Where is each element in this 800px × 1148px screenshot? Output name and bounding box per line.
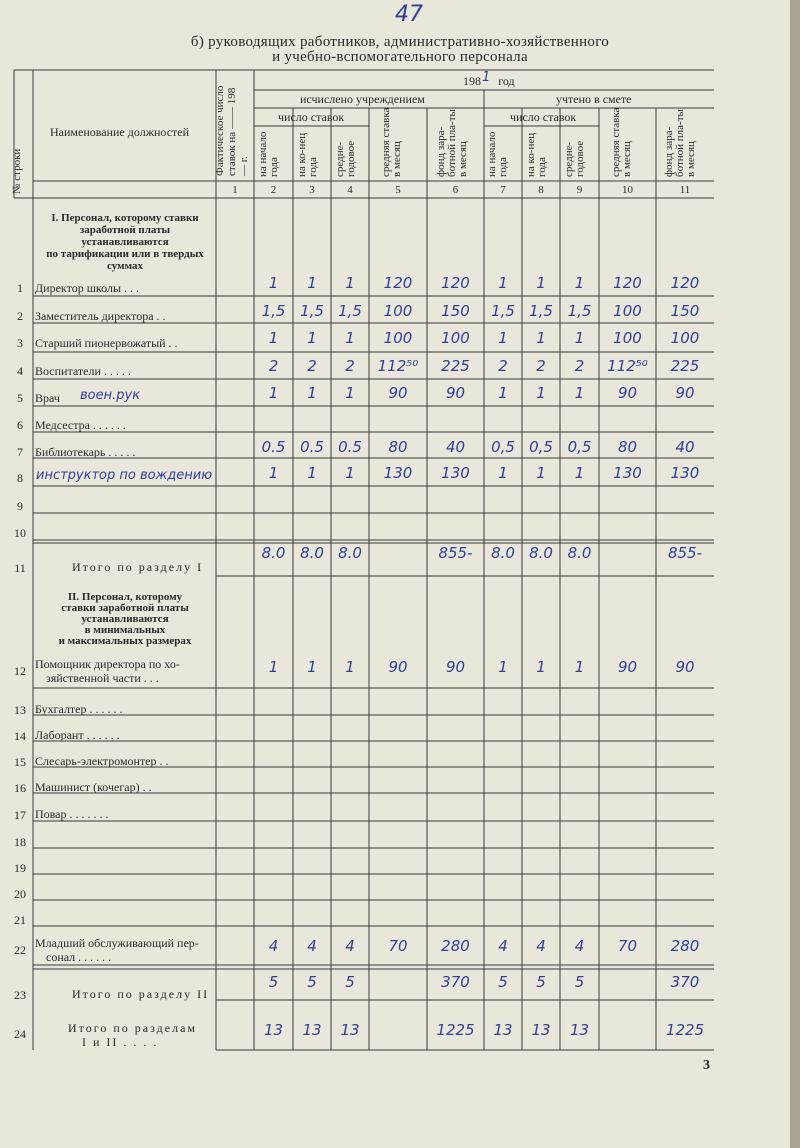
row-number: 2 bbox=[17, 309, 23, 323]
position-name-line1: Помощник директора по хо- bbox=[35, 657, 180, 671]
row-7-value-col10: 80 bbox=[617, 438, 638, 456]
row-number: 19 bbox=[14, 861, 26, 875]
row-number: 6 bbox=[17, 418, 23, 432]
row-1-value-col7: 1 bbox=[498, 274, 508, 292]
row-number: 22 bbox=[14, 943, 26, 957]
header-fund-1: фонд зара-ботной пла-ты в месяц bbox=[435, 109, 469, 177]
row-4-value-col10: 112⁵⁰ bbox=[607, 357, 648, 375]
row-22-value-col8: 4 bbox=[536, 937, 546, 955]
row-number: 15 bbox=[14, 755, 26, 769]
row-22-value-col10: 70 bbox=[617, 937, 638, 955]
total3-value-col11: 1225 bbox=[665, 1021, 705, 1039]
header-avg-rate-1: средняя ставка в месяц bbox=[380, 107, 403, 177]
total2-value-col7: 5 bbox=[498, 973, 508, 991]
row-4-value-col9: 2 bbox=[574, 357, 585, 375]
row-3-value-col3: 1 bbox=[307, 329, 317, 347]
total-label-line2: I и II . . . . bbox=[82, 1035, 159, 1049]
total1-value-col9: 8.0 bbox=[567, 544, 592, 562]
total2-value-col3: 5 bbox=[307, 973, 317, 991]
row-7-value-col3: 0.5 bbox=[300, 438, 324, 456]
row-22-value-col11: 280 bbox=[670, 937, 700, 955]
row-number: 20 bbox=[14, 887, 26, 901]
total1-value-col2: 8.0 bbox=[261, 544, 286, 562]
row-22-value-col5: 70 bbox=[388, 937, 408, 955]
row-1-value-col6: 120 bbox=[441, 274, 470, 292]
row-number: 1 bbox=[17, 281, 23, 295]
row-22-value-col4: 4 bbox=[345, 937, 355, 955]
row-8-value-col4: 1 bbox=[345, 464, 355, 482]
row-7-value-col7: 0,5 bbox=[491, 438, 515, 456]
row-22-value-col7: 4 bbox=[498, 937, 508, 955]
row-3-value-col7: 1 bbox=[498, 329, 508, 347]
header-end-2: на ко-нец года bbox=[525, 132, 548, 177]
row-5-value-col7: 1 bbox=[498, 384, 508, 402]
header-fund-2: фонд зара-ботной пла-ты в месяц bbox=[663, 109, 697, 177]
row-12-value-col4: 1 bbox=[345, 658, 355, 676]
row-number: 11 bbox=[14, 561, 26, 575]
section-2-line: II. Персонал, которому bbox=[67, 591, 183, 603]
column-number: 10 bbox=[622, 184, 633, 196]
header-avg-rate-2: средняя ставка в месяц bbox=[610, 107, 633, 177]
row-8-value-col11: 130 bbox=[670, 464, 700, 482]
row-8-value-col9: 1 bbox=[574, 464, 585, 482]
handwritten-position: инструктор по вождению bbox=[36, 468, 213, 483]
total2-value-col4: 5 bbox=[345, 973, 355, 991]
column-number: 4 bbox=[347, 184, 353, 196]
position-name: Медсестра . . . . . . bbox=[35, 418, 126, 432]
row-12-value-col10: 90 bbox=[617, 658, 638, 676]
row-3-value-col8: 1 bbox=[536, 329, 546, 347]
position-name: Библиотекарь . . . . . bbox=[35, 445, 136, 459]
row-12-value-col5: 90 bbox=[388, 658, 408, 676]
row-number: 23 bbox=[14, 988, 26, 1002]
section-2-line: в минимальных bbox=[84, 624, 166, 636]
handwritten-position: воен.рук bbox=[80, 388, 141, 403]
row-1-value-col5: 120 bbox=[383, 274, 413, 292]
row-number: 13 bbox=[14, 703, 26, 717]
total3-value-col3: 13 bbox=[302, 1021, 322, 1039]
row-5-value-col3: 1 bbox=[307, 384, 317, 402]
row-7-value-col11: 40 bbox=[675, 438, 695, 456]
row-number: 7 bbox=[17, 445, 23, 459]
row-5-value-col5: 90 bbox=[388, 384, 408, 402]
row-number: 16 bbox=[14, 781, 26, 795]
row-7-value-col5: 80 bbox=[388, 438, 408, 456]
row-12-value-col3: 1 bbox=[307, 658, 317, 676]
row-2-value-col10: 100 bbox=[613, 302, 642, 320]
row-number: 17 bbox=[14, 808, 26, 822]
row-8-value-col3: 1 bbox=[307, 464, 317, 482]
total3-value-col4: 13 bbox=[340, 1021, 360, 1039]
column-number: 1 bbox=[232, 184, 238, 196]
header-start-1: на начало года bbox=[257, 131, 280, 177]
position-name: Старший пионервожатый . . bbox=[35, 336, 178, 350]
row-1-value-col3: 1 bbox=[307, 274, 317, 292]
row-1-value-col9: 1 bbox=[574, 274, 585, 292]
header-num-rates-1: число ставок bbox=[278, 110, 345, 124]
row-7-value-col8: 0,5 bbox=[529, 438, 553, 456]
row-3-value-col2: 1 bbox=[268, 329, 279, 347]
column-number: 11 bbox=[679, 184, 691, 196]
row-3-value-col4: 1 bbox=[345, 329, 355, 347]
row-4-value-col11: 225 bbox=[670, 357, 700, 375]
header-position-name: Наименование должностей bbox=[50, 125, 190, 139]
row-2-value-col3: 1,5 bbox=[300, 302, 324, 320]
total3-value-col2: 13 bbox=[263, 1021, 284, 1039]
total3-value-col6: 1225 bbox=[436, 1021, 475, 1039]
row-5-value-col4: 1 bbox=[345, 384, 355, 402]
row-3-value-col9: 1 bbox=[574, 329, 585, 347]
total1-value-col8: 8.0 bbox=[529, 544, 553, 562]
row-1-value-col4: 1 bbox=[345, 274, 355, 292]
row-4-value-col4: 2 bbox=[345, 357, 355, 375]
row-3-value-col5: 100 bbox=[383, 329, 413, 347]
header-end-1: на ко-нец года bbox=[296, 132, 319, 177]
row-7-value-col9: 0,5 bbox=[567, 438, 592, 456]
row-2-value-col8: 1,5 bbox=[529, 302, 553, 320]
row-number: 8 bbox=[17, 471, 23, 485]
total1-value-col4: 8.0 bbox=[338, 544, 362, 562]
row-22-value-col9: 4 bbox=[574, 937, 585, 955]
year-suffix: год bbox=[498, 74, 515, 88]
position-name-line2: зяйственной части . . . bbox=[46, 671, 159, 685]
row-1-value-col2: 1 bbox=[268, 274, 279, 292]
row-5-value-col8: 1 bbox=[536, 384, 546, 402]
total3-value-col7: 13 bbox=[493, 1021, 513, 1039]
row-2-value-col5: 100 bbox=[383, 302, 413, 320]
row-12-value-col2: 1 bbox=[268, 658, 279, 676]
row-7-value-col4: 0.5 bbox=[338, 438, 362, 456]
section-2-line: ставки заработной платы bbox=[61, 602, 189, 614]
row-3-value-col11: 100 bbox=[670, 329, 700, 347]
header-num-rates-2: число ставок bbox=[510, 110, 577, 124]
position-name-line1: Младший обслуживающий пер- bbox=[35, 936, 199, 950]
position-name: Бухгалтер . . . . . . bbox=[35, 702, 123, 716]
section-1-line: по тарификации или в твердых bbox=[46, 248, 204, 260]
header-start-2: на начало года bbox=[486, 131, 509, 177]
section-1-line: заработной платы bbox=[79, 224, 171, 236]
column-number: 8 bbox=[538, 184, 544, 196]
row-number: 14 bbox=[14, 729, 26, 743]
row-8-value-col8: 1 bbox=[536, 464, 546, 482]
row-22-value-col2: 4 bbox=[268, 937, 279, 955]
total2-value-col9: 5 bbox=[574, 973, 585, 991]
row-12-value-col8: 1 bbox=[536, 658, 546, 676]
header-actual-rates: Фактическое число ставок на —— 198 — г. bbox=[214, 85, 250, 176]
row-8-value-col10: 130 bbox=[613, 464, 642, 482]
position-name: Воспитатели . . . . . bbox=[35, 364, 131, 378]
position-name: Заместитель директора . . bbox=[35, 309, 166, 323]
header-avg-year-1: средне-годовое bbox=[334, 140, 357, 177]
row-5-value-col6: 90 bbox=[445, 384, 466, 402]
position-name: Слесарь-электромонтер . . bbox=[35, 754, 169, 768]
total3-value-col8: 13 bbox=[531, 1021, 551, 1039]
total-label-line1: Итого по разделам bbox=[68, 1021, 197, 1035]
row-22-value-col3: 4 bbox=[307, 937, 317, 955]
total2-value-col8: 5 bbox=[536, 973, 546, 991]
total1-value-col7: 8.0 bbox=[491, 544, 515, 562]
row-number: 5 bbox=[17, 391, 23, 405]
header-avg-year-2: средне-годовое bbox=[563, 140, 586, 177]
row-2-value-col11: 150 bbox=[670, 302, 700, 320]
row-5-value-col2: 1 bbox=[268, 384, 279, 402]
row-number: 3 bbox=[17, 336, 23, 350]
row-5-value-col11: 90 bbox=[675, 384, 695, 402]
header-by-institution: исчислено учреждением bbox=[300, 92, 425, 106]
row-2-value-col7: 1,5 bbox=[491, 302, 515, 320]
total1-value-col11: 855- bbox=[667, 544, 703, 562]
row-2-value-col4: 1,5 bbox=[338, 302, 362, 320]
row-5-value-col10: 90 bbox=[617, 384, 638, 402]
row-3-value-col6: 100 bbox=[441, 329, 470, 347]
row-2-value-col9: 1,5 bbox=[567, 302, 592, 320]
year-prefix: 198 bbox=[463, 74, 481, 88]
row-4-value-col3: 2 bbox=[307, 357, 317, 375]
column-number: 3 bbox=[309, 184, 315, 196]
section-1-line: устанавливаются bbox=[81, 236, 169, 248]
row-2-value-col6: 150 bbox=[441, 302, 470, 320]
row-8-value-col5: 130 bbox=[383, 464, 413, 482]
column-number: 7 bbox=[500, 184, 506, 196]
row-4-value-col5: 112⁵⁰ bbox=[377, 357, 419, 375]
row-number: 21 bbox=[14, 913, 26, 927]
handwritten-page-number: 47 bbox=[395, 2, 423, 27]
position-name: Повар . . . . . . . bbox=[35, 807, 109, 821]
row-2-value-col2: 1,5 bbox=[261, 302, 286, 320]
position-name-line2: сонал . . . . . . bbox=[46, 950, 112, 964]
column-number: 5 bbox=[395, 184, 401, 196]
corner-mark: 3 bbox=[703, 1058, 710, 1073]
row-8-value-col2: 1 bbox=[268, 464, 279, 482]
row-4-value-col8: 2 bbox=[536, 357, 546, 375]
total2-value-col11: 370 bbox=[670, 973, 700, 991]
row-number: 24 bbox=[14, 1027, 26, 1041]
total3-value-col9: 13 bbox=[569, 1021, 590, 1039]
year-digit-handwritten: 1 bbox=[482, 70, 491, 85]
position-name: Директор школы . . . bbox=[35, 281, 140, 295]
row-number: 10 bbox=[14, 526, 26, 540]
row-number: 18 bbox=[14, 835, 26, 849]
section-2-line: устанавливаются bbox=[81, 613, 169, 625]
position-name: Лаборант . . . . . . bbox=[35, 728, 120, 742]
header-by-estimate: учтено в смете bbox=[556, 92, 632, 106]
row-12-value-col9: 1 bbox=[574, 658, 585, 676]
total2-value-col2: 5 bbox=[268, 973, 279, 991]
row-12-value-col6: 90 bbox=[445, 658, 466, 676]
row-3-value-col10: 100 bbox=[613, 329, 642, 347]
column-number: 6 bbox=[452, 184, 459, 196]
total-label: Итого по разделу II bbox=[72, 987, 210, 1001]
row-12-value-col7: 1 bbox=[498, 658, 508, 676]
header-year bbox=[463, 70, 515, 88]
total1-value-col6: 855- bbox=[438, 544, 473, 562]
position-name: Машинист (кочегар) . . bbox=[35, 780, 152, 794]
row-number: 4 bbox=[17, 364, 23, 378]
row-22-value-col6: 280 bbox=[441, 937, 470, 955]
section-2-line: и максимальных размерах bbox=[58, 635, 192, 647]
column-number: 2 bbox=[270, 184, 277, 196]
header-line-2: и учебно-вспомогательного персонала bbox=[272, 49, 528, 65]
header-row-number: № строки bbox=[11, 148, 23, 194]
row-1-value-col8: 1 bbox=[536, 274, 546, 292]
row-1-value-col11: 120 bbox=[670, 274, 700, 292]
row-5-value-col9: 1 bbox=[574, 384, 585, 402]
section-1-line: I. Персонал, которому ставки bbox=[51, 212, 199, 224]
row-number: 12 bbox=[14, 664, 26, 678]
section-1-line: суммах bbox=[106, 260, 143, 272]
total2-value-col6: 370 bbox=[441, 973, 470, 991]
row-1-value-col10: 120 bbox=[613, 274, 642, 292]
position-name: Врач bbox=[35, 391, 60, 405]
row-12-value-col11: 90 bbox=[675, 658, 695, 676]
row-4-value-col7: 2 bbox=[498, 357, 508, 375]
row-7-value-col6: 40 bbox=[445, 438, 466, 456]
row-4-value-col6: 225 bbox=[441, 357, 470, 375]
row-7-value-col2: 0.5 bbox=[261, 438, 286, 456]
total1-value-col3: 8.0 bbox=[300, 544, 324, 562]
row-number: 9 bbox=[17, 499, 23, 513]
row-8-value-col6: 130 bbox=[441, 464, 470, 482]
row-8-value-col7: 1 bbox=[498, 464, 508, 482]
header-line-1: б) руководящих работников, административно-хозяйственного bbox=[190, 34, 610, 50]
column-number: 9 bbox=[576, 184, 583, 196]
total-label: Итого по разделу I bbox=[72, 560, 204, 574]
row-4-value-col2: 2 bbox=[268, 357, 279, 375]
